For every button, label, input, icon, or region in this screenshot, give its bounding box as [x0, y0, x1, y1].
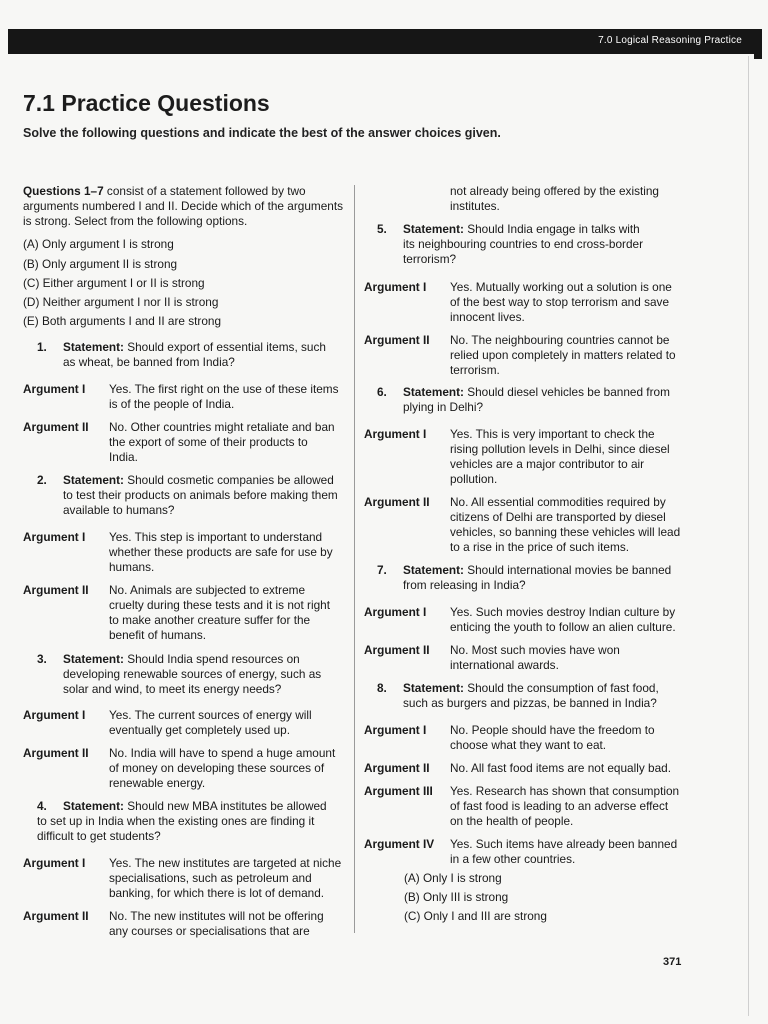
- statement-text: Should export of essential items, such: [123, 340, 326, 354]
- option-e: (E) Both arguments I and II are strong: [23, 314, 222, 328]
- argument-text: No. India will have to spend a huge amount: [109, 746, 336, 760]
- question-number: 1.: [37, 340, 47, 354]
- statement-label: Statement:: [63, 340, 124, 354]
- statement-text: Should India spend resources on: [123, 652, 300, 666]
- argument-text: any courses or specialisations that are: [109, 924, 310, 938]
- page-subtitle: Solve the following questions and indicate the best of the answer choices given.: [23, 126, 501, 140]
- argument-text: Yes. This step is important to understand: [109, 530, 323, 544]
- thumb-tab: [754, 29, 762, 59]
- argument-text: of fast food is leading to an adverse effect: [450, 799, 669, 813]
- argument-label: Argument I: [364, 427, 427, 441]
- argument-text: No. The new institutes will not be offering: [109, 909, 324, 923]
- option-a: (A) Only argument I is strong: [23, 237, 174, 251]
- argument-text: terrorism.: [450, 363, 500, 377]
- argument-text: Yes. The first right on the use of these items: [109, 382, 339, 396]
- intro-line: consist of a statement followed by two: [103, 184, 306, 198]
- page-number: 371: [663, 956, 682, 968]
- argument-label: Argument II: [364, 333, 430, 347]
- statement-text: to set up in India when the existing ones are finding it: [37, 814, 315, 828]
- argument-text: Yes. Mutually working out a solution is one: [450, 280, 672, 294]
- statement-text: such as burgers and pizzas, be banned in India?: [403, 696, 657, 710]
- argument-text: India.: [109, 450, 138, 464]
- argument-text: enticing the youth to follow an alien culture.: [450, 620, 676, 634]
- statement-text: plying in Delhi?: [403, 400, 484, 414]
- choice-b: (B) Only III is strong: [404, 890, 509, 904]
- argument-text: to make another creature suffer for the: [109, 613, 311, 627]
- argument-text: choose what they want to eat.: [450, 738, 607, 752]
- argument-text: No. Most such movies have won: [450, 643, 620, 657]
- question-number: 8.: [377, 681, 387, 695]
- argument-text: in a few other countries.: [450, 852, 576, 866]
- running-header: [8, 29, 760, 54]
- statement-text: Should diesel vehicles be banned from: [463, 385, 670, 399]
- choice-c: (C) Only I and III are strong: [404, 909, 547, 923]
- argument-label: Argument II: [364, 761, 430, 775]
- question-number: 4.: [37, 799, 47, 813]
- statement-text: terrorism?: [403, 252, 457, 266]
- question-number: 5.: [377, 222, 387, 236]
- page-edge: [748, 56, 749, 1016]
- argument-label: Argument II: [364, 495, 430, 509]
- page-title: 7.1 Practice Questions: [23, 90, 270, 116]
- argument-text: of money on developing these sources of: [109, 761, 325, 775]
- statement-label: Statement:: [403, 222, 464, 236]
- argument-text: No. The neighbouring countries cannot be: [450, 333, 670, 347]
- argument-label: Argument III: [364, 784, 433, 798]
- argument-text: innocent lives.: [450, 310, 525, 324]
- argument-label: Argument II: [23, 420, 89, 434]
- argument-text: eventually get completely used up.: [109, 723, 290, 737]
- argument-text: humans.: [109, 560, 155, 574]
- question-number: 7.: [377, 563, 387, 577]
- argument-text: Yes. Such movies destroy Indian culture by: [450, 605, 676, 619]
- argument-text: No. Animals are subjected to extreme: [109, 583, 306, 597]
- argument-label: Argument IV: [364, 837, 435, 851]
- questions-range: Questions 1–7: [23, 184, 104, 198]
- statement-text: as wheat, be banned from India?: [63, 355, 235, 369]
- argument-label: Argument I: [23, 382, 86, 396]
- argument-label: Argument I: [23, 530, 86, 544]
- argument-text: rising pollution levels in Delhi, since diesel: [450, 442, 670, 456]
- statement-text: Should cosmetic companies be allowed: [123, 473, 334, 487]
- argument-text: specialisations, such as petroleum and: [109, 871, 312, 885]
- statement-label: Statement:: [403, 563, 464, 577]
- section-title: 7.0 Logical Reasoning Practice: [598, 35, 742, 46]
- argument-text: Yes. The current sources of energy will: [109, 708, 312, 722]
- argument-label: Argument II: [23, 909, 89, 923]
- argument-text: pollution.: [450, 472, 498, 486]
- statement-label: Statement:: [403, 681, 464, 695]
- argument-text: No. People should have the freedom to: [450, 723, 655, 737]
- argument-text: Yes. The new institutes are targeted at niche: [109, 856, 342, 870]
- question-4-argument-2-continued: [450, 184, 690, 214]
- question-number: 2.: [37, 473, 47, 487]
- argument-text: relied upon completely in matters related to: [450, 348, 676, 362]
- argument-label: Argument I: [23, 856, 86, 870]
- argument-text: renewable energy.: [109, 776, 206, 790]
- intro-line: arguments numbered I and II. Decide which of the arguments: [23, 199, 344, 213]
- argument-text: whether these products are safe for use by: [109, 545, 333, 559]
- statement-label: Statement:: [63, 473, 124, 487]
- option-d: (D) Neither argument I nor II is strong: [23, 295, 219, 309]
- statement-text: from releasing in India?: [403, 578, 526, 592]
- statement-text: Should international movies be banned: [463, 563, 672, 577]
- argument-text: No. All essential commodities required by: [450, 495, 666, 509]
- argument-label: Argument I: [364, 280, 427, 294]
- question-number: 6.: [377, 385, 387, 399]
- argument-text: Yes. Such items have already been banned: [450, 837, 678, 851]
- argument-text: is of the people of India.: [109, 397, 235, 411]
- instructions: [23, 184, 353, 229]
- argument-text: Yes. Research has shown that consumption: [450, 784, 680, 798]
- argument-text: vehicles are a major contributor to air: [450, 457, 645, 471]
- argument-label: Argument II: [364, 643, 430, 657]
- argument-label: Argument II: [23, 583, 89, 597]
- argument-text: to a rise in the price of such items.: [450, 540, 629, 554]
- argument-text: international awards.: [450, 658, 559, 672]
- argument-text: institutes.: [450, 199, 500, 213]
- argument-text: Yes. This is very important to check the: [450, 427, 655, 441]
- argument-text: vehicles, so banning these vehicles will lead: [450, 525, 681, 539]
- statement-text: to test their products on animals before making them: [63, 488, 338, 502]
- argument-text: citizens of Delhi are transported by diesel: [450, 510, 666, 524]
- argument-text: benefit of humans.: [109, 628, 207, 642]
- statement-text: Should the consumption of fast food,: [463, 681, 659, 695]
- statement-text: its neighbouring countries to end cross-border: [403, 237, 644, 251]
- statement-text: difficult to get students?: [37, 829, 161, 843]
- statement-text: available to humans?: [63, 503, 175, 517]
- argument-text: the export of some of their products to: [109, 435, 308, 449]
- argument-label: Argument I: [364, 723, 427, 737]
- question-number: 3.: [37, 652, 47, 666]
- option-b: (B) Only argument II is strong: [23, 257, 178, 271]
- statement-label: Statement:: [63, 799, 124, 813]
- statement-text: solar and wind, to meet its energy needs?: [63, 682, 282, 696]
- choice-a: (A) Only I is strong: [404, 871, 502, 885]
- argument-text: No. Other countries might retaliate and ban: [109, 420, 335, 434]
- statement-text: Should India engage in talks with: [463, 222, 640, 236]
- argument-text: on the health of people.: [450, 814, 574, 828]
- argument-text: of the best way to stop terrorism and save: [450, 295, 670, 309]
- argument-text: cruelty during these tests and it is not right: [109, 598, 330, 612]
- argument-text: No. All fast food items are not equally bad.: [450, 761, 671, 775]
- statement-text: developing renewable sources of energy, such as: [63, 667, 322, 681]
- statement-text: Should new MBA institutes be allowed: [123, 799, 327, 813]
- argument-text: not already being offered by the existing: [450, 184, 659, 198]
- argument-label: Argument I: [364, 605, 427, 619]
- statement-label: Statement:: [403, 385, 464, 399]
- statement-label: Statement:: [63, 652, 124, 666]
- argument-label: Argument II: [23, 746, 89, 760]
- argument-label: Argument I: [23, 708, 86, 722]
- argument-text: banking, for which there is lot of demand.: [109, 886, 325, 900]
- option-c: (C) Either argument I or II is strong: [23, 276, 205, 290]
- intro-line: is strong. Select from the following options.: [23, 214, 248, 228]
